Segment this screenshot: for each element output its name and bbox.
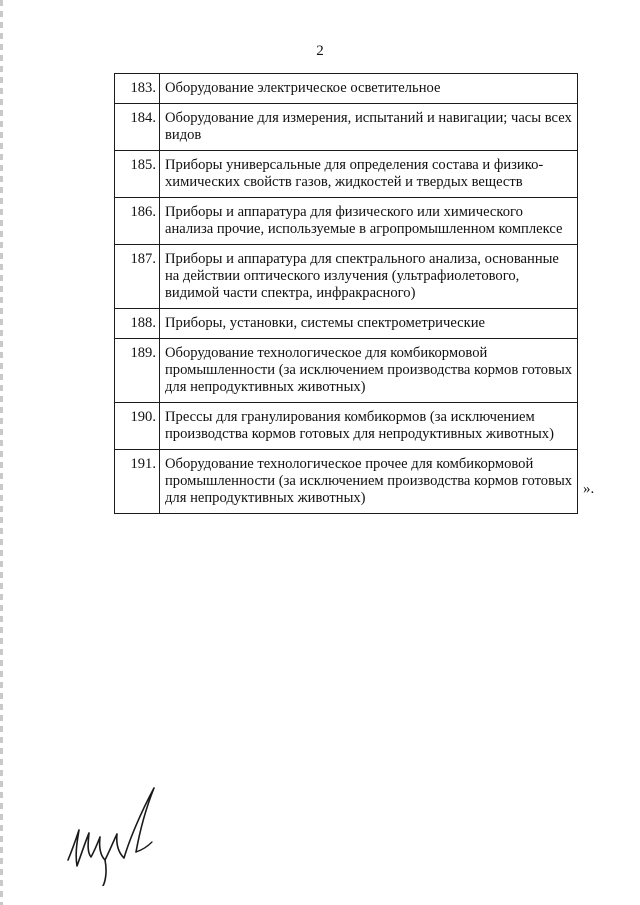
- row-number: 189.: [115, 339, 160, 403]
- table-row: [115, 339, 578, 403]
- row-number: 183.: [115, 74, 160, 104]
- table-row: [115, 198, 578, 245]
- row-text: Приборы и аппаратура для физического или химического анализа прочие, используемые в агропромышленном комплексе: [160, 198, 578, 245]
- row-text: Приборы, установки, системы спектрометрические: [160, 309, 578, 339]
- equipment-list-table: [114, 73, 578, 514]
- table-row: [115, 151, 578, 198]
- row-text: Оборудование электрическое осветительное: [160, 74, 578, 104]
- table-row: [115, 309, 578, 339]
- row-number: 187.: [115, 245, 160, 309]
- table-row: [115, 450, 578, 514]
- table-row: [115, 74, 578, 104]
- row-text: Прессы для гранулирования комбикормов (за исключением производства кормов готовых для непродуктивных животных): [160, 403, 578, 450]
- closing-quote-mark: ».: [583, 481, 595, 497]
- table-row: [115, 403, 578, 450]
- row-text: Приборы и аппаратура для спектрального анализа, основанные на действии оптического излучения (ультрафиолетового, видимой части спектра, инфракрасного): [160, 245, 578, 309]
- table-row: [115, 104, 578, 151]
- row-text: Оборудование технологическое прочее для комбикормовой промышленности (за исключением производства кормов готовых для непродуктивных животных): [160, 450, 578, 514]
- row-number: 186.: [115, 198, 160, 245]
- row-number: 184.: [115, 104, 160, 151]
- scan-edge-artifact: [0, 0, 3, 905]
- row-text: Приборы универсальные для определения состава и физико-химических свойств газов, жидкостей и твердых веществ: [160, 151, 578, 198]
- row-number: 185.: [115, 151, 160, 198]
- row-number: 190.: [115, 403, 160, 450]
- row-number: 188.: [115, 309, 160, 339]
- signature-image: [62, 786, 172, 886]
- page-number: 2: [316, 43, 324, 59]
- table-row: [115, 245, 578, 309]
- row-text: Оборудование для измерения, испытаний и навигации; часы всех видов: [160, 104, 578, 151]
- row-text: Оборудование технологическое для комбикормовой промышленности (за исключением производства кормов готовых для непродуктивных животных): [160, 339, 578, 403]
- row-number: 191.: [115, 450, 160, 514]
